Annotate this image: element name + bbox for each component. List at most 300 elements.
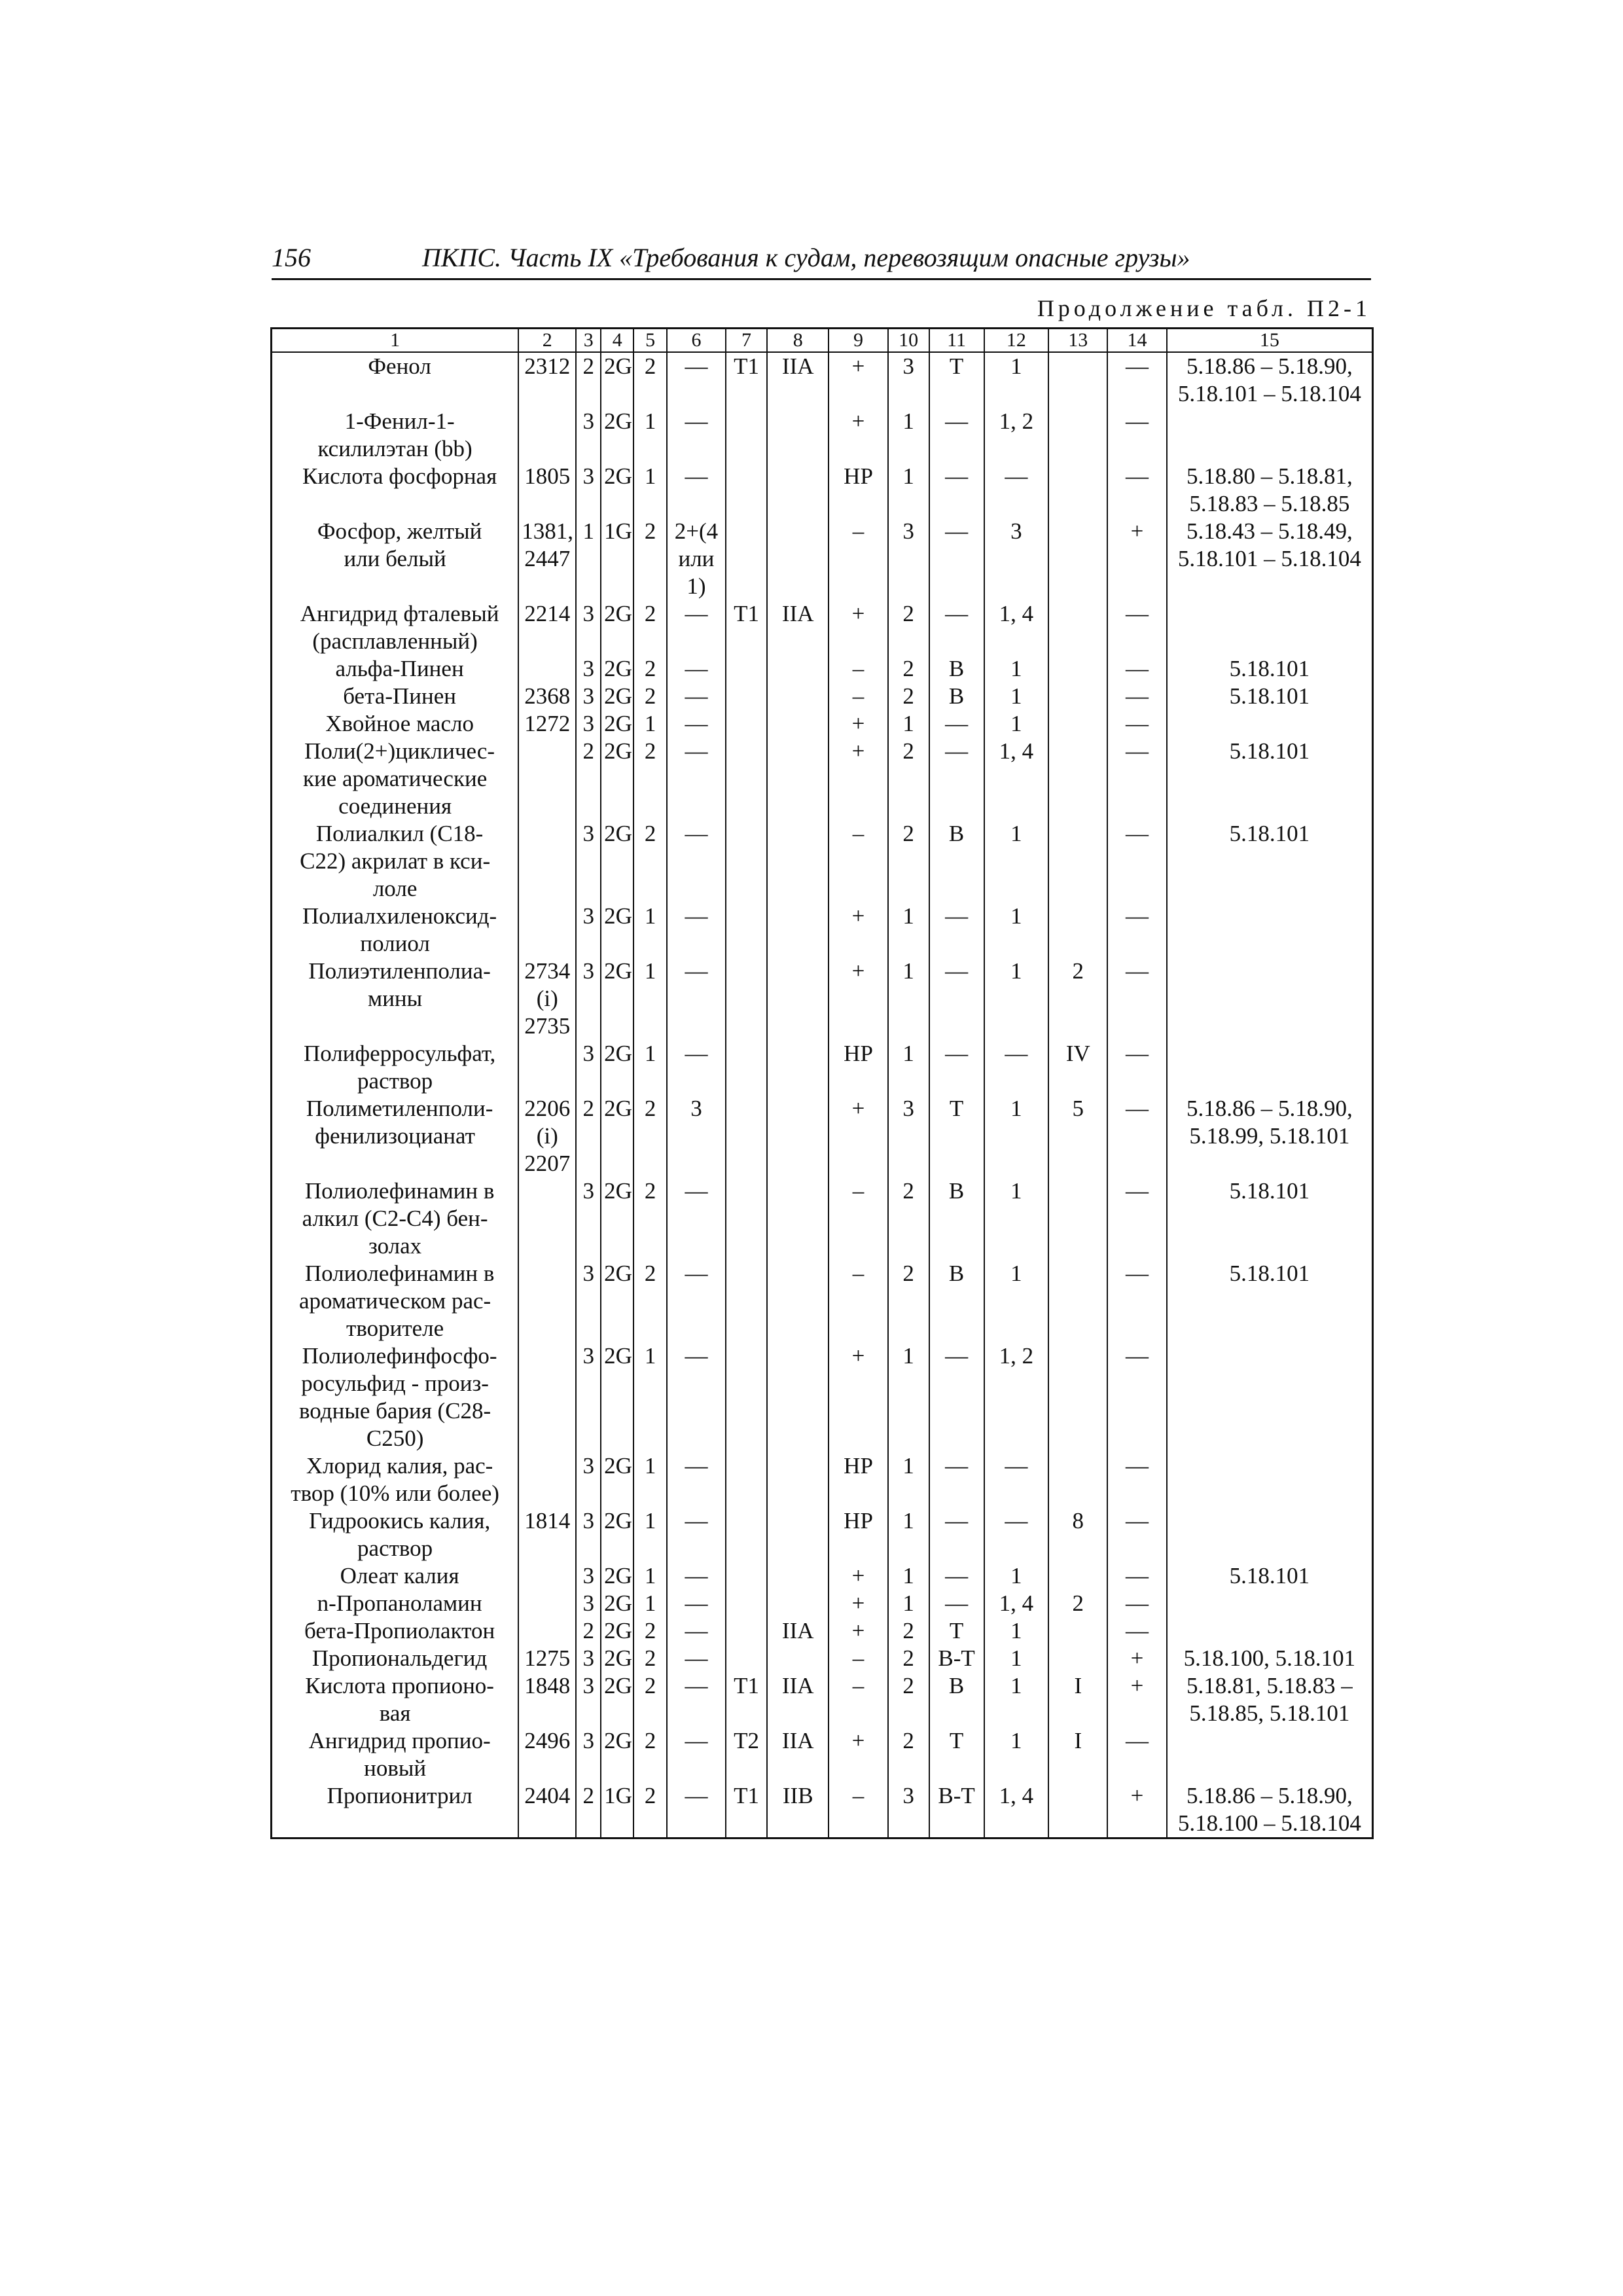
table-cell-col-2	[518, 1342, 576, 1452]
table-cell-col-6: —	[667, 1590, 726, 1617]
table-cell-col-4: 2G	[601, 1452, 633, 1507]
cargo-name-cell: Хлорид калия, рас- твор (10% или более)	[272, 1452, 519, 1507]
table-cell-col-9: +	[829, 738, 887, 820]
column-number-5: 5	[633, 329, 666, 353]
table-cell-col-15: 5.18.101	[1167, 820, 1373, 903]
table-cell-col-15: 5.18.86 – 5.18.90, 5.18.99, 5.18.101	[1167, 1095, 1373, 1177]
table-cell-col-9: НР	[829, 1452, 887, 1507]
table-cell-col-13	[1048, 738, 1107, 820]
table-continuation-caption: Продолжение табл. П2-1	[1037, 295, 1371, 321]
table-cell-col-4: 2G	[601, 1617, 633, 1645]
table-cell-col-9: +	[829, 408, 887, 463]
table-cell-col-14: —	[1107, 1617, 1166, 1645]
table-cell-col-15	[1167, 600, 1373, 655]
table-cell-col-8	[767, 463, 829, 518]
table-cell-col-9: –	[829, 1260, 887, 1342]
table-cell-col-15: 5.18.101	[1167, 1177, 1373, 1260]
cargo-name-cell: Полиалкил (C18- C22) акрилат в кси- лоле	[272, 820, 519, 903]
table-row	[272, 1562, 1373, 1590]
table-cell-col-14: —	[1107, 710, 1166, 738]
table-cell-col-7	[726, 518, 767, 600]
table-cell-col-12: —	[984, 1452, 1049, 1507]
table-cell-col-6: —	[667, 655, 726, 683]
table-cell-col-11: Т	[929, 352, 984, 408]
table-cell-col-4: 2G	[601, 1507, 633, 1562]
table-cell-col-13	[1048, 1617, 1107, 1645]
table-cell-col-10: 2	[888, 1727, 929, 1782]
table-cell-col-8: IIA	[767, 1672, 829, 1727]
table-cell-col-6: —	[667, 1782, 726, 1839]
table-cell-col-12: 1, 4	[984, 1782, 1049, 1839]
table-cell-col-9: +	[829, 352, 887, 408]
table-cell-col-5: 2	[633, 1727, 666, 1782]
column-number-1: 1	[272, 329, 519, 353]
table-cell-col-7	[726, 463, 767, 518]
table-cell-col-9: +	[829, 958, 887, 1040]
table-cell-col-13: 2	[1048, 1590, 1107, 1617]
running-title: ПКПС. Часть IX «Требования к судам, перевозящим опасные грузы»	[422, 243, 1190, 272]
table-cell-col-7	[726, 738, 767, 820]
table-cell-col-13	[1048, 820, 1107, 903]
table-cell-col-12: 1, 2	[984, 408, 1049, 463]
table-cell-col-12: 3	[984, 518, 1049, 600]
table-cell-col-3: 3	[576, 683, 601, 710]
table-cell-col-14: —	[1107, 683, 1166, 710]
table-cell-col-6: —	[667, 408, 726, 463]
column-number-10: 10	[888, 329, 929, 353]
table-cell-col-14: —	[1107, 903, 1166, 958]
table-cell-col-7: T1	[726, 1782, 767, 1839]
table-cell-col-10: 3	[888, 518, 929, 600]
table-cell-col-13: I	[1048, 1727, 1107, 1782]
table-cell-col-12: —	[984, 463, 1049, 518]
table-cell-col-11: —	[929, 738, 984, 820]
table-cell-col-2	[518, 903, 576, 958]
table-cell-col-10: 1	[888, 408, 929, 463]
table-cell-col-12: 1, 4	[984, 600, 1049, 655]
cargo-name-cell: Полиалхиленоксид- полиол	[272, 903, 519, 958]
table-cell-col-14: —	[1107, 600, 1166, 655]
table-cell-col-8: IIB	[767, 1782, 829, 1839]
table-cell-col-12: —	[984, 1040, 1049, 1095]
table-cell-col-3: 3	[576, 820, 601, 903]
table-cell-col-7	[726, 903, 767, 958]
table-cell-col-8	[767, 1260, 829, 1342]
table-cell-col-9: +	[829, 1727, 887, 1782]
table-cell-col-3: 3	[576, 408, 601, 463]
table-cell-col-3: 3	[576, 655, 601, 683]
table-cell-col-10: 2	[888, 1617, 929, 1645]
table-cell-col-9: –	[829, 1645, 887, 1672]
table-cell-col-6: —	[667, 958, 726, 1040]
table-cell-col-3: 3	[576, 1177, 601, 1260]
table-cell-col-2: 1275	[518, 1645, 576, 1672]
table-cell-col-6: —	[667, 1507, 726, 1562]
table-cell-col-12: 1	[984, 1562, 1049, 1590]
table-cell-col-7	[726, 1452, 767, 1507]
table-cell-col-15	[1167, 408, 1373, 463]
table-cell-col-3: 3	[576, 958, 601, 1040]
column-number-row	[272, 329, 1373, 353]
table-cell-col-4: 2G	[601, 1590, 633, 1617]
table-cell-col-12: 1, 2	[984, 1342, 1049, 1452]
table-cell-col-7	[726, 683, 767, 710]
column-number-7: 7	[726, 329, 767, 353]
table-row	[272, 1782, 1373, 1839]
table-cell-col-10: 1	[888, 1342, 929, 1452]
table-cell-col-14: —	[1107, 1095, 1166, 1177]
table-cell-col-11: В	[929, 655, 984, 683]
table-cell-col-5: 2	[633, 1260, 666, 1342]
table-cell-col-13: 5	[1048, 1095, 1107, 1177]
table-cell-col-11: В	[929, 1260, 984, 1342]
table-cell-col-8	[767, 1507, 829, 1562]
table-cell-col-3: 3	[576, 1342, 601, 1452]
table-cell-col-4: 2G	[601, 683, 633, 710]
table-cell-col-8	[767, 710, 829, 738]
table-cell-col-13	[1048, 903, 1107, 958]
table-cell-col-15	[1167, 1617, 1373, 1645]
table-cell-col-5: 1	[633, 1562, 666, 1590]
cargo-table	[270, 327, 1374, 1839]
table-cell-col-11: —	[929, 1562, 984, 1590]
table-cell-col-12: 1	[984, 820, 1049, 903]
table-cell-col-7	[726, 1260, 767, 1342]
table-cell-col-14: —	[1107, 463, 1166, 518]
table-cell-col-10: 2	[888, 1260, 929, 1342]
table-cell-col-2	[518, 655, 576, 683]
table-cell-col-3: 3	[576, 903, 601, 958]
table-cell-col-13	[1048, 1782, 1107, 1839]
table-cell-col-2: 1848	[518, 1672, 576, 1727]
table-cell-col-4: 2G	[601, 958, 633, 1040]
table-cell-col-3: 3	[576, 600, 601, 655]
table-cell-col-11: В	[929, 1177, 984, 1260]
table-cell-col-5: 2	[633, 518, 666, 600]
cargo-name-cell: Ангидрид пропио- новый	[272, 1727, 519, 1782]
table-cell-col-11: —	[929, 1590, 984, 1617]
table-cell-col-15: 5.18.101	[1167, 1260, 1373, 1342]
table-row	[272, 958, 1373, 1040]
table-row	[272, 1452, 1373, 1507]
table-cell-col-4: 2G	[601, 1672, 633, 1727]
table-cell-col-3: 1	[576, 518, 601, 600]
table-cell-col-9: НР	[829, 463, 887, 518]
table-cell-col-4: 2G	[601, 1562, 633, 1590]
table-cell-col-14: —	[1107, 820, 1166, 903]
table-cell-col-10: 2	[888, 683, 929, 710]
table-cell-col-5: 2	[633, 1095, 666, 1177]
table-row	[272, 1590, 1373, 1617]
table-cell-col-6: —	[667, 1617, 726, 1645]
table-cell-col-8	[767, 1590, 829, 1617]
table-cell-col-2: 2312	[518, 352, 576, 408]
table-cell-col-9: –	[829, 1782, 887, 1839]
table-cell-col-11: В-Т	[929, 1645, 984, 1672]
table-cell-col-12: 1	[984, 1260, 1049, 1342]
column-number-2: 2	[518, 329, 576, 353]
table-cell-col-7: T1	[726, 352, 767, 408]
table-cell-col-8	[767, 958, 829, 1040]
table-cell-col-6: —	[667, 738, 726, 820]
table-cell-col-12: —	[984, 1507, 1049, 1562]
table-cell-col-8: IIA	[767, 352, 829, 408]
table-cell-col-13	[1048, 1562, 1107, 1590]
table-cell-col-5: 2	[633, 1672, 666, 1727]
table-cell-col-7	[726, 1040, 767, 1095]
table-cell-col-5: 1	[633, 903, 666, 958]
table-row	[272, 903, 1373, 958]
cargo-name-cell: Ангидрид фталевый (расплавленный)	[272, 600, 519, 655]
table-cell-col-14: +	[1107, 518, 1166, 600]
cargo-name-cell: Полиолефинфосфо- росульфид - произ- водные бария (C28- C250)	[272, 1342, 519, 1452]
table-cell-col-12: 1	[984, 1727, 1049, 1782]
table-cell-col-8	[767, 655, 829, 683]
table-cell-col-3: 3	[576, 1562, 601, 1590]
column-number-12: 12	[984, 329, 1049, 353]
table-cell-col-7	[726, 1590, 767, 1617]
cargo-name-cell: Пропиональдегид	[272, 1645, 519, 1672]
table-cell-col-15: 5.18.101	[1167, 1562, 1373, 1590]
table-row	[272, 1177, 1373, 1260]
table-cell-col-15: 5.18.101	[1167, 683, 1373, 710]
table-cell-col-6: —	[667, 1672, 726, 1727]
table-cell-col-7	[726, 710, 767, 738]
table-cell-col-2	[518, 1590, 576, 1617]
table-cell-col-2	[518, 1040, 576, 1095]
table-cell-col-9: +	[829, 903, 887, 958]
table-cell-col-8	[767, 683, 829, 710]
table-cell-col-9: +	[829, 1590, 887, 1617]
table-row	[272, 518, 1373, 600]
table-cell-col-11: —	[929, 518, 984, 600]
table-cell-col-2: 2496	[518, 1727, 576, 1782]
table-row	[272, 1260, 1373, 1342]
cargo-name-cell: Гидроокись калия, раствор	[272, 1507, 519, 1562]
table-cell-col-9: +	[829, 1617, 887, 1645]
table-cell-col-10: 1	[888, 710, 929, 738]
table-cell-col-2: 2214	[518, 600, 576, 655]
table-cell-col-15	[1167, 1507, 1373, 1562]
table-cell-col-11: В	[929, 820, 984, 903]
cargo-name-cell: бета-Пропиолактон	[272, 1617, 519, 1645]
table-cell-col-9: НР	[829, 1040, 887, 1095]
table-cell-col-9: –	[829, 518, 887, 600]
table-cell-col-10: 3	[888, 1095, 929, 1177]
table-cell-col-3: 3	[576, 1507, 601, 1562]
table-cell-col-8	[767, 1040, 829, 1095]
column-number-8: 8	[767, 329, 829, 353]
table-cell-col-15: 5.18.101	[1167, 655, 1373, 683]
table-cell-col-4: 2G	[601, 1260, 633, 1342]
table-cell-col-7: T2	[726, 1727, 767, 1782]
table-cell-col-15	[1167, 1727, 1373, 1782]
table-cell-col-4: 2G	[601, 903, 633, 958]
table-cell-col-14: —	[1107, 655, 1166, 683]
table-row	[272, 820, 1373, 903]
table-cell-col-5: 1	[633, 1452, 666, 1507]
table-cell-col-14: —	[1107, 408, 1166, 463]
column-number-15: 15	[1167, 329, 1373, 353]
table-cell-col-13	[1048, 655, 1107, 683]
table-cell-col-8	[767, 820, 829, 903]
table-cell-col-13	[1048, 683, 1107, 710]
cargo-name-cell: Полиферросульфат, раствор	[272, 1040, 519, 1095]
table-cell-col-4: 2G	[601, 820, 633, 903]
table-cell-col-13	[1048, 408, 1107, 463]
table-cell-col-7: T1	[726, 600, 767, 655]
table-cell-col-11: —	[929, 903, 984, 958]
cargo-name-cell: альфа-Пинен	[272, 655, 519, 683]
table-cell-col-11: —	[929, 710, 984, 738]
column-number-3: 3	[576, 329, 601, 353]
table-cell-col-2	[518, 408, 576, 463]
cargo-name-cell: Кислота пропионо- вая	[272, 1672, 519, 1727]
table-cell-col-3: 3	[576, 1452, 601, 1507]
table-cell-col-7	[726, 1562, 767, 1590]
table-cell-col-9: +	[829, 600, 887, 655]
table-row	[272, 1672, 1373, 1727]
table-cell-col-14: +	[1107, 1645, 1166, 1672]
table-cell-col-8	[767, 1562, 829, 1590]
page-header	[272, 239, 1371, 280]
table-cell-col-5: 2	[633, 1177, 666, 1260]
table-cell-col-12: 1	[984, 1177, 1049, 1260]
table-cell-col-4: 1G	[601, 1782, 633, 1839]
table-cell-col-11: —	[929, 1342, 984, 1452]
table-cell-col-5: 2	[633, 352, 666, 408]
table-cell-col-13	[1048, 463, 1107, 518]
table-row	[272, 655, 1373, 683]
table-cell-col-3: 3	[576, 1672, 601, 1727]
table-cell-col-11: В	[929, 683, 984, 710]
table-cell-col-6: —	[667, 683, 726, 710]
cargo-name-cell: Полиэтиленполиа- мины	[272, 958, 519, 1040]
table-cell-col-2: 2368	[518, 683, 576, 710]
table-cell-col-10: 2	[888, 820, 929, 903]
table-cell-col-12: 1	[984, 352, 1049, 408]
table-cell-col-13: 2	[1048, 958, 1107, 1040]
table-cell-col-10: 3	[888, 1782, 929, 1839]
table-cell-col-14: —	[1107, 1562, 1166, 1590]
table-cell-col-3: 3	[576, 463, 601, 518]
table-cell-col-6: —	[667, 1645, 726, 1672]
table-cell-col-11: —	[929, 1040, 984, 1095]
table-body	[272, 352, 1373, 1839]
table-cell-col-7: T1	[726, 1672, 767, 1727]
table-cell-col-2: 2404	[518, 1782, 576, 1839]
table-cell-col-5: 2	[633, 820, 666, 903]
table-cell-col-15	[1167, 903, 1373, 958]
table-cell-col-14: —	[1107, 1260, 1166, 1342]
table-cell-col-6: —	[667, 1452, 726, 1507]
table-cell-col-12: 1	[984, 710, 1049, 738]
table-cell-col-8	[767, 738, 829, 820]
table-cell-col-4: 2G	[601, 600, 633, 655]
column-number-14: 14	[1107, 329, 1166, 353]
table-cell-col-14: —	[1107, 352, 1166, 408]
table-cell-col-6: —	[667, 710, 726, 738]
table-cell-col-6: —	[667, 1562, 726, 1590]
table-cell-col-7	[726, 655, 767, 683]
cargo-name-cell: 1-Фенил-1- ксилилэтан (bb)	[272, 408, 519, 463]
table-cell-col-8	[767, 1645, 829, 1672]
table-cell-col-10: 1	[888, 958, 929, 1040]
table-cell-col-3: 2	[576, 352, 601, 408]
table-cell-col-12: 1	[984, 683, 1049, 710]
table-cell-col-13	[1048, 1260, 1107, 1342]
table-cell-col-12: 1	[984, 903, 1049, 958]
table-cell-col-7	[726, 1507, 767, 1562]
table-cell-col-2	[518, 738, 576, 820]
table-cell-col-10: 2	[888, 600, 929, 655]
table-cell-col-14: —	[1107, 1507, 1166, 1562]
table-cell-col-9: –	[829, 655, 887, 683]
table-cell-col-15: 5.18.43 – 5.18.49, 5.18.101 – 5.18.104	[1167, 518, 1373, 600]
column-number-6: 6	[667, 329, 726, 353]
table-cell-col-5: 1	[633, 1590, 666, 1617]
table-cell-col-5: 1	[633, 710, 666, 738]
table-cell-col-9: +	[829, 1342, 887, 1452]
table-cell-col-13	[1048, 710, 1107, 738]
table-cell-col-14: —	[1107, 1727, 1166, 1782]
column-number-9: 9	[829, 329, 887, 353]
table-row	[272, 1507, 1373, 1562]
table-row	[272, 683, 1373, 710]
table-cell-col-11: —	[929, 958, 984, 1040]
table-cell-col-8: IIA	[767, 1617, 829, 1645]
table-cell-col-9: +	[829, 710, 887, 738]
table-cell-col-5: 2	[633, 655, 666, 683]
table-cell-col-15: 5.18.81, 5.18.83 – 5.18.85, 5.18.101	[1167, 1672, 1373, 1727]
table-cell-col-5: 2	[633, 683, 666, 710]
table-cell-col-12: 1	[984, 958, 1049, 1040]
table-cell-col-4: 2G	[601, 738, 633, 820]
table-cell-col-11: —	[929, 463, 984, 518]
table-cell-col-3: 2	[576, 738, 601, 820]
table-cell-col-12: 1	[984, 1617, 1049, 1645]
table-cell-col-2	[518, 1562, 576, 1590]
table-cell-col-6: —	[667, 820, 726, 903]
table-cell-col-3: 2	[576, 1095, 601, 1177]
table-row	[272, 352, 1373, 408]
table-cell-col-4: 2G	[601, 408, 633, 463]
table-cell-col-4: 2G	[601, 1727, 633, 1782]
table-cell-col-5: 1	[633, 958, 666, 1040]
table-cell-col-5: 1	[633, 463, 666, 518]
table-cell-col-14: —	[1107, 958, 1166, 1040]
cargo-name-cell: Полиметиленполи- фенилизоцианат	[272, 1095, 519, 1177]
table-cell-col-14: —	[1107, 1040, 1166, 1095]
table-cell-col-14: —	[1107, 1590, 1166, 1617]
table-cell-col-3: 3	[576, 1040, 601, 1095]
table-cell-col-9: +	[829, 1562, 887, 1590]
table-cell-col-4: 2G	[601, 1040, 633, 1095]
table-cell-col-6: —	[667, 1260, 726, 1342]
table-cell-col-13: IV	[1048, 1040, 1107, 1095]
table-cell-col-11: Т	[929, 1095, 984, 1177]
cargo-name-cell: Кислота фосфорная	[272, 463, 519, 518]
table-cell-col-6: —	[667, 1040, 726, 1095]
table-cell-col-6: —	[667, 352, 726, 408]
table-cell-col-11: —	[929, 600, 984, 655]
table-cell-col-13: I	[1048, 1672, 1107, 1727]
table-cell-col-3: 3	[576, 1590, 601, 1617]
table-cell-col-6: —	[667, 1342, 726, 1452]
table-cell-col-7	[726, 1095, 767, 1177]
cargo-name-cell: Полиолефинамин в алкил (C2-C4) бен- золах	[272, 1177, 519, 1260]
table-cell-col-11: В	[929, 1672, 984, 1727]
